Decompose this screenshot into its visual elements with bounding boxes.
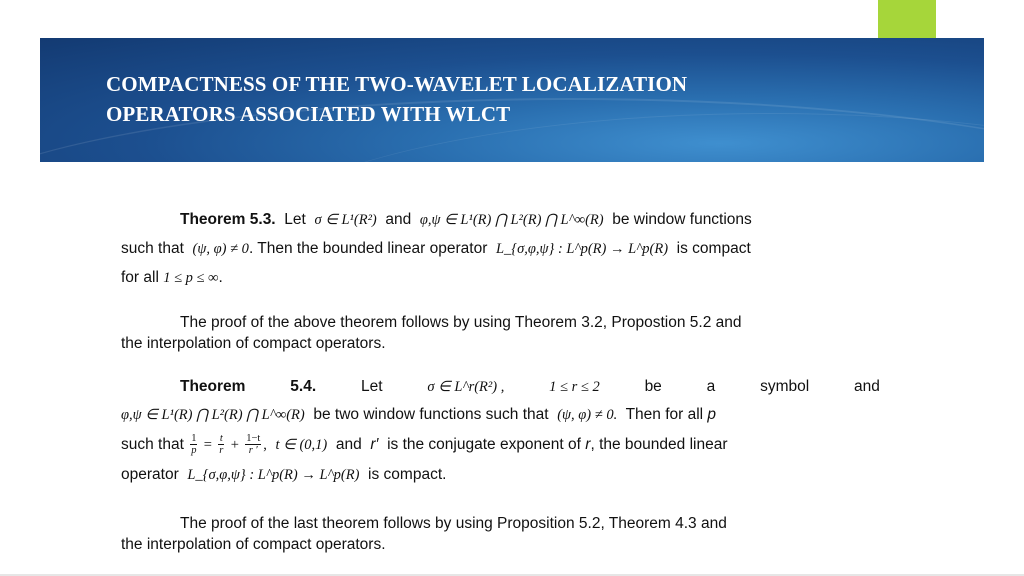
- math-variable: p: [707, 406, 717, 423]
- text: Let: [284, 211, 306, 228]
- theorem-5-3-line-3: [121, 266, 881, 290]
- text: is the conjugate exponent of: [387, 436, 581, 453]
- fraction-numerator: 1: [191, 433, 197, 445]
- fraction-denominator: r ′: [248, 445, 258, 457]
- math-variable: r′: [370, 436, 379, 453]
- theorem-number: 5.4.: [290, 378, 317, 395]
- math-expression: L_{σ,φ,ψ} : L^p(R) → L^p(R): [187, 467, 360, 483]
- theorem-5-3-line-1: [180, 208, 880, 232]
- text: be: [644, 378, 662, 395]
- fraction-numerator: 1−t: [246, 433, 261, 445]
- math-variable: r: [585, 436, 591, 453]
- math-expression: L_{σ,φ,ψ} : L^p(R) → L^p(R): [495, 241, 669, 257]
- theorem-5-4-line-3: [121, 431, 881, 459]
- theorem-5-3-line-2: [121, 237, 881, 261]
- math-expression: 1 ≤ r ≤ 2: [549, 379, 600, 395]
- proof-5-4-line-1: The proof of the last theorem follows by using Proposition 5.2, Theorem 4.3 and: [180, 515, 727, 532]
- text: such that: [121, 436, 184, 453]
- text: for all: [121, 269, 159, 286]
- text: symbol: [760, 378, 810, 395]
- slide-title-line: COMPACTNESS OF THE TWO-WAVELET LOCALIZATION: [106, 72, 688, 96]
- math-expression: (ψ, φ) ≠ 0.: [557, 407, 618, 423]
- text: such that: [121, 240, 184, 257]
- proof-5-3-line-1: The proof of the above theorem follows by using Theorem 3.2, Propostion 5.2 and: [180, 314, 742, 331]
- text: . Then the bounded linear operator: [248, 240, 488, 257]
- text: Let: [360, 378, 383, 395]
- theorem-heading: Theorem 5.3.: [180, 211, 276, 228]
- theorem-5-4-line-1: [180, 375, 880, 399]
- math-operator: ,: [263, 437, 267, 453]
- math-expression: t ∈ (0,1): [275, 437, 328, 453]
- proof-5-4-line-2: the interpolation of compact operators.: [121, 536, 386, 553]
- fraction-denominator: r: [219, 445, 224, 457]
- math-operator: =: [203, 437, 212, 453]
- theorem-heading: Theorem: [180, 378, 246, 395]
- math-expression: 1 ≤ p ≤ ∞: [163, 270, 219, 286]
- math-expression: σ ∈ L^r(R²) ,: [427, 379, 505, 395]
- fraction-denominator: p: [191, 445, 197, 457]
- text: Then for all: [625, 406, 704, 423]
- text: is compact.: [368, 466, 447, 483]
- math-expression: (ψ, φ) ≠ 0: [192, 241, 249, 257]
- theorem-5-4-line-4: [121, 463, 881, 487]
- math-operator: +: [230, 437, 239, 453]
- fraction: [190, 433, 197, 456]
- text: be two window functions such that: [313, 406, 549, 423]
- text: .: [218, 269, 223, 286]
- text: and: [335, 436, 362, 453]
- text: , the bounded linear: [590, 436, 728, 453]
- math-expression: φ,ψ ∈ L¹(R) ⋂ L²(R) ⋂ L^∞(R): [121, 407, 305, 423]
- text: and: [385, 211, 412, 228]
- text: and: [854, 378, 880, 395]
- proof-5-3-line-2: the interpolation of compact operators.: [121, 335, 386, 352]
- math-expression: φ,ψ ∈ L¹(R) ⋂ L²(R) ⋂ L^∞(R): [419, 212, 604, 228]
- text: be window functions: [612, 211, 752, 228]
- fraction: [218, 433, 224, 456]
- text: operator: [121, 466, 179, 483]
- fraction: [245, 433, 261, 456]
- slide-title-line: OPERATORS ASSOCIATED WITH WLCT: [106, 102, 511, 126]
- text: is compact: [676, 240, 751, 257]
- theorem-5-4-line-2: [121, 403, 881, 427]
- text: a: [706, 378, 716, 395]
- math-expression: σ ∈ L¹(R²): [314, 212, 377, 228]
- fraction-numerator: t: [219, 433, 223, 445]
